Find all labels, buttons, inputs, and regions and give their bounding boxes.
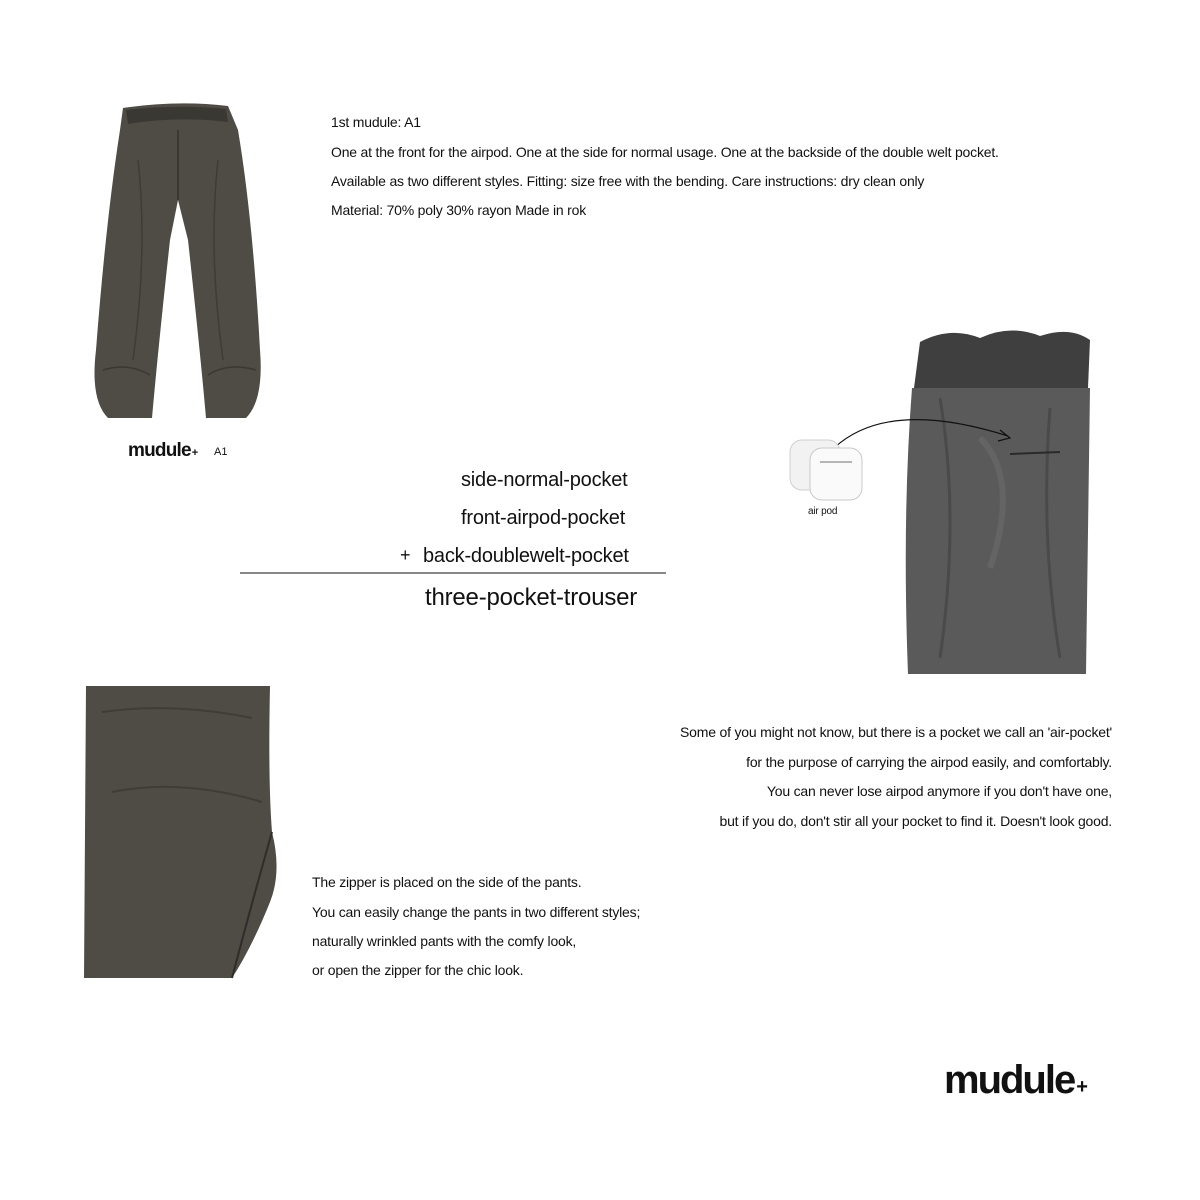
equation-plus: + [400,545,411,565]
brand-plus-large: + [1076,1076,1086,1098]
airpod-case-photo [786,432,866,504]
trouser-waist-photo [900,318,1100,678]
zipper-line-2: You can easily change the pants in two different styles; [312,904,641,920]
zipper-detail-photo [82,682,282,982]
brand-name: mudule [128,440,191,461]
spec-line-4: Material: 70% poly 30% rayon Made in rok [331,202,587,218]
air-pocket-line-2: for the purpose of carrying the airpod easily, and comfortably. [746,754,1112,770]
zipper-line-3: naturally wrinkled pants with the comfy look, [312,933,577,949]
trouser-front-photo [78,100,278,430]
equation-divider [240,572,666,574]
spec-line-2: One at the front for the airpod. One at the side for normal usage. One at the backside of the double welt pocket. [331,144,999,160]
airpod-label: air pod [808,506,838,517]
air-pocket-line-3: You can never lose airpod anymore if you don't have one, [766,783,1112,799]
brand-logo-large [944,1058,1086,1103]
equation-result: three-pocket-trouser [425,584,638,611]
equation-item-back: back-doublewelt-pocket [423,545,629,567]
equation-item-side: side-normal-pocket [461,469,628,491]
model-code: A1 [214,446,228,458]
zipper-line-1: The zipper is placed on the side of the pants. [312,874,582,890]
spec-line-1: 1st mudule: A1 [331,114,421,130]
equation-item-front: front-airpod-pocket [461,507,626,529]
spec-line-3: Available as two different styles. Fitting: size free with the bending. Care instructions: dry clean only [331,173,925,189]
air-pocket-line-1: Some of you might not know, but there is a pocket we call an 'air-pocket' [680,724,1112,740]
brand-logo-small [128,440,197,462]
air-pocket-line-4: but if you do, don't stir all your pocket to find it. Doesn't look good. [719,813,1112,829]
zipper-line-4: or open the zipper for the chic look. [312,962,524,978]
brand-name-large: mudule [944,1058,1075,1102]
brand-plus: + [191,447,198,459]
